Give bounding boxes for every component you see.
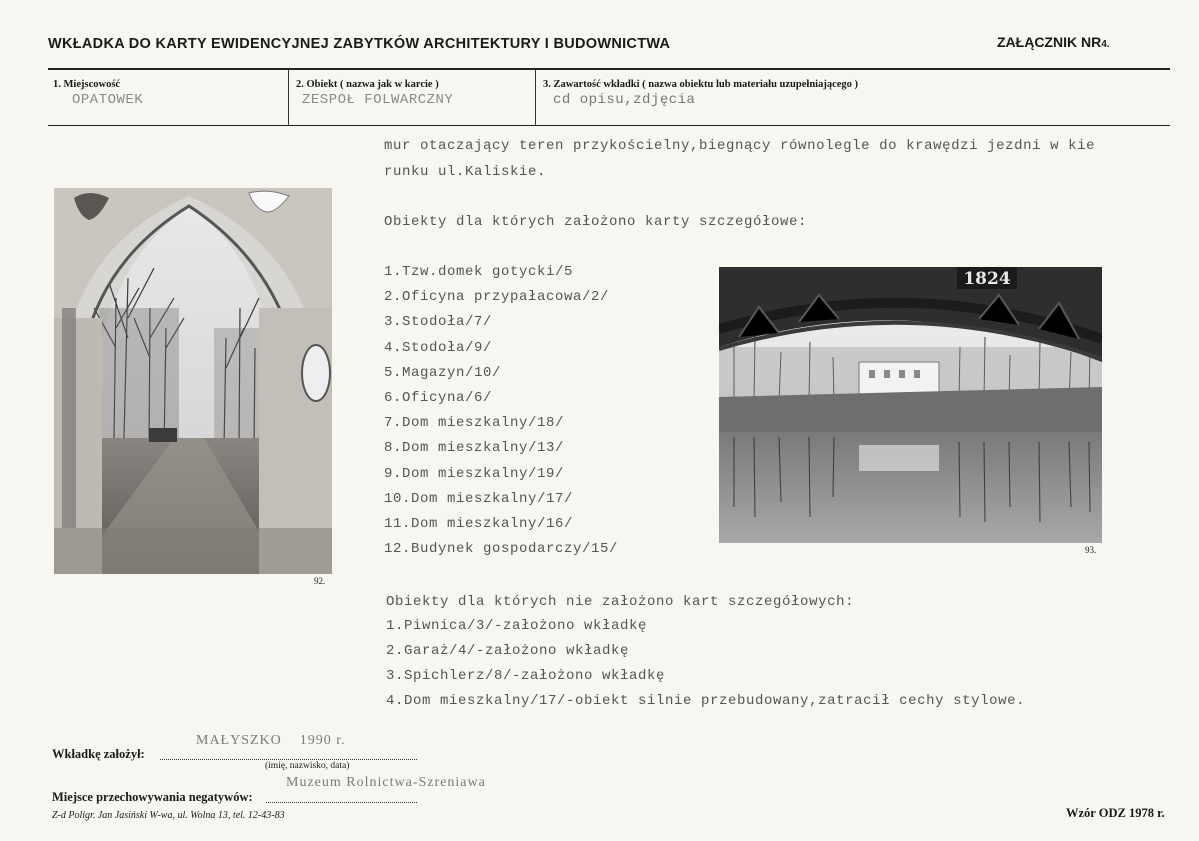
no-card-list <box>386 614 1025 714</box>
founder-hint: (imię, nazwisko, data) <box>265 761 350 771</box>
list-item: 10.Dom mieszkalny/17/ <box>384 490 574 507</box>
list-item: 5.Magazyn/10/ <box>384 364 502 381</box>
storage-dotted-line <box>266 801 417 803</box>
storage-label: Miejsce przechowywania negatywów: <box>52 790 253 804</box>
list-item: 8.Dom mieszkalny/13/ <box>384 440 565 457</box>
founder-label: Wkładkę założył: <box>52 747 145 761</box>
list-item: 2.Garaż/4/-założono wkładkę <box>386 643 630 659</box>
bridge-inscription: 1824 <box>963 269 1011 289</box>
list-item: 3.Spichlerz/8/-założono wkładkę <box>386 668 666 684</box>
field-divider-2 <box>535 70 536 126</box>
founder-dotted-line <box>160 758 417 760</box>
field-row-rule <box>48 125 1170 126</box>
form-title: WKŁADKA DO KARTY EWIDENCYJNEJ ZABYTKÓW ARCHITEKTURY I BUDOWNICTWA <box>48 36 671 52</box>
right-photo-caption: 93. <box>1085 545 1097 555</box>
list-item: 2.Oficyna przypałacowa/2/ <box>384 289 610 306</box>
printer-imprint: Z-d Poligr. Jan Jasiński W-wa, ul. Wolna 13, tel. 12-43-83 <box>52 810 285 821</box>
content-value: cd opisu,zdjęcia <box>553 92 696 108</box>
annex-value: 4. <box>1101 39 1110 50</box>
annex-label: ZAŁĄCZNIK NR <box>997 34 1102 50</box>
locality-label: 1. Miejscowość <box>53 79 121 90</box>
no-card-heading: Obiekty dla których nie założono kart szczegółowych: <box>386 594 855 610</box>
list-item: 1.Tzw.domek gotycki/5 <box>384 264 574 280</box>
list-item: 6.Oficyna/6/ <box>384 389 493 406</box>
detailed-list <box>384 260 618 562</box>
object-label: 2. Obiekt ( nazwa jak w karcie ) <box>296 79 439 90</box>
photo-gothic-gate <box>54 188 332 574</box>
intro-line-2: runku ul.Kaliskie. <box>384 164 547 180</box>
list-item: 3.Stodoła/7/ <box>384 314 493 331</box>
header-rule <box>48 68 1170 70</box>
list-item: 7.Dom mieszkalny/18/ <box>384 415 565 432</box>
locality-value: OPATOWEK <box>72 92 144 108</box>
content-label: 3. Zawartość wkładki ( nazwa obiektu lub materiału uzupełniającego ) <box>543 79 859 90</box>
field-divider-1 <box>288 70 289 126</box>
list-item: 4.Dom mieszkalny/17/-obiekt silnie przebudowany,zatracił cechy stylowe. <box>386 693 1026 709</box>
intro-line-1: mur otaczający teren przykościelny,biegnący równolegle do krawędzi jezdni w kie <box>384 138 1096 154</box>
form-id: Wzór ODZ 1978 r. <box>1066 806 1165 820</box>
list-item: 12.Budynek gospodarczy/15/ <box>384 541 619 558</box>
founder-value: MAŁYSZKO 1990 r. <box>196 733 346 748</box>
storage-value: Muzeum Rolnictwa-Szreniawa <box>286 775 486 790</box>
object-value: ZESPOŁ FOLWARCZNY <box>302 92 454 108</box>
detailed-heading: Obiekty dla których założono karty szczegółowe: <box>384 214 808 230</box>
photo-bridge-pond <box>719 267 1102 543</box>
annex-number <box>997 34 1110 50</box>
list-item: 9.Dom mieszkalny/19/ <box>384 465 565 482</box>
list-item: 11.Dom mieszkalny/16/ <box>384 515 574 532</box>
list-item: 1.Piwnica/3/-założono wkładkę <box>386 618 648 634</box>
left-photo-caption: 92. <box>314 576 326 586</box>
list-item: 4.Stodoła/9/ <box>384 339 493 356</box>
